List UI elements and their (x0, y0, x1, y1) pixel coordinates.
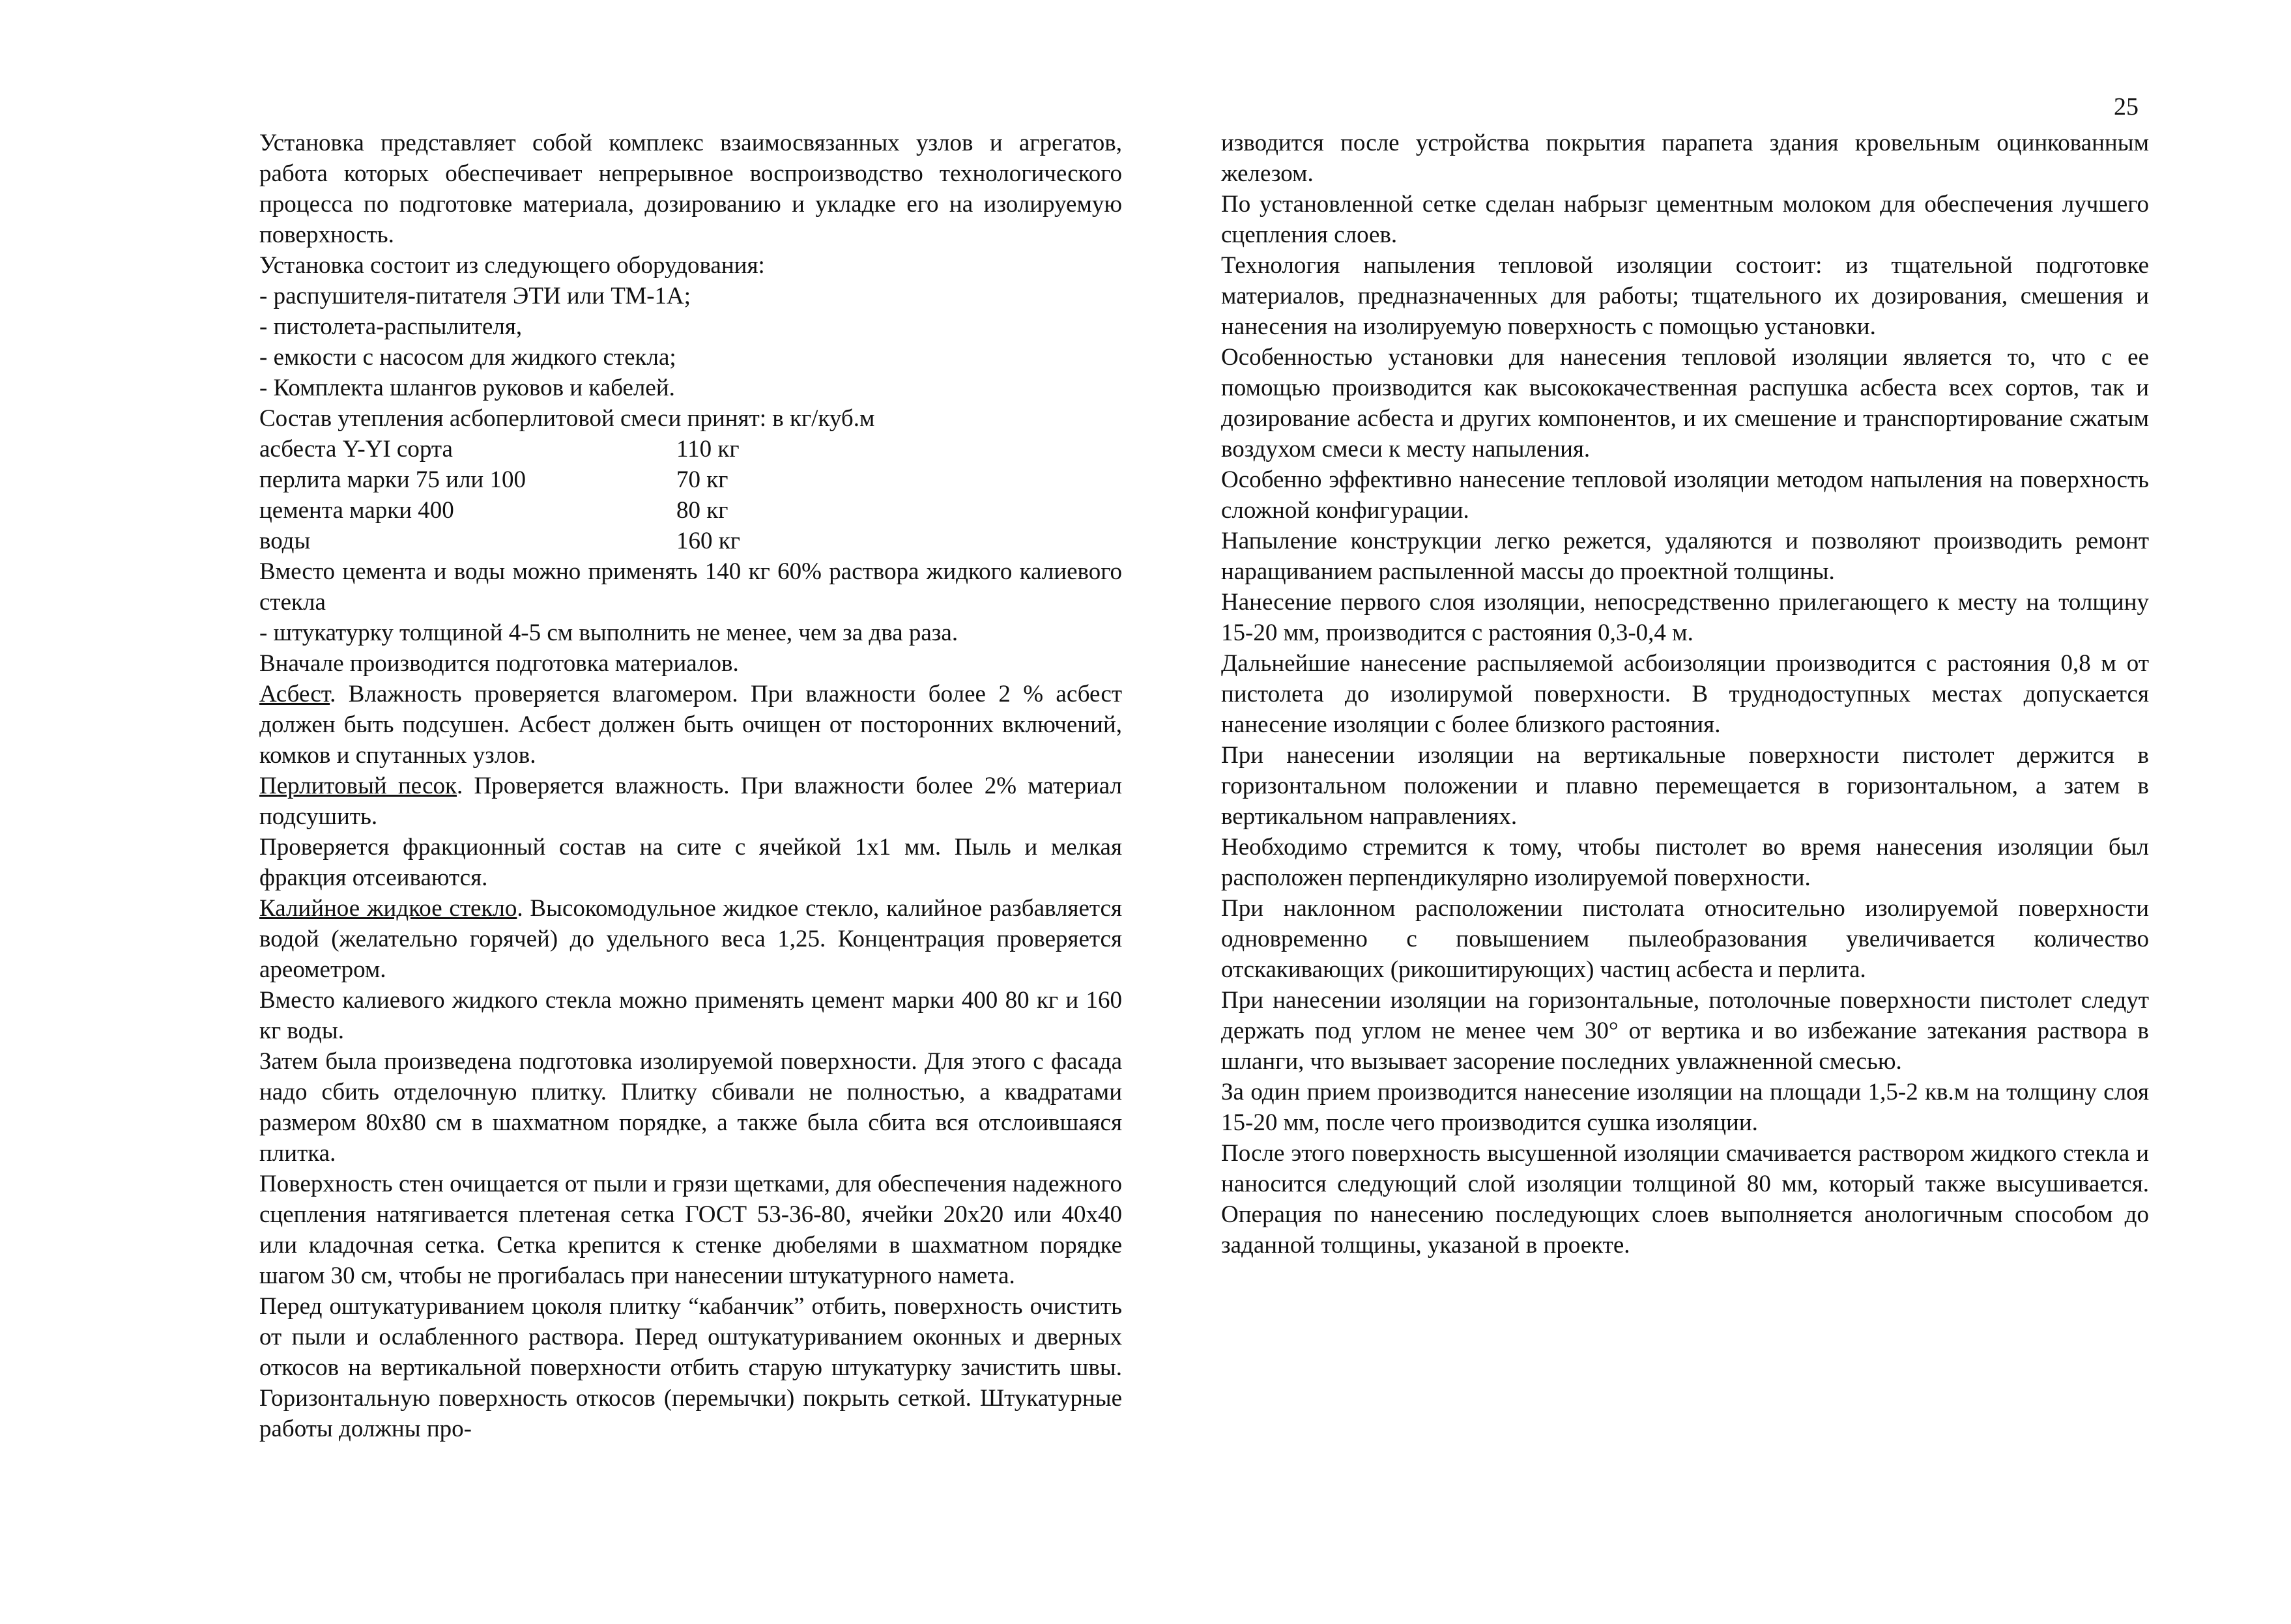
asbestos-paragraph (259, 679, 1122, 771)
liquid-glass-label: Калийное жидкое стекло (259, 895, 517, 922)
horizontal-surfaces-paragraph: При нанесении изоляции на горизонтальные, потолочные поверхности пистолет следут держать под углом не менее чем 30° от вертика и во избежание затекания раствора в шланги, что вызывает засорение последних увлажненной смесью. (1221, 987, 2149, 1075)
equipment-item: - пистолета-распылителя, (259, 313, 523, 340)
mix-component-amount: 80 кг (676, 497, 728, 524)
mix-component-name: цемента марки 400 (259, 497, 454, 524)
mix-composition-table (259, 434, 872, 556)
equipment-heading: Установка состоит из следующего оборудования: (259, 252, 765, 279)
mix-component-name: перлита марки 75 или 100 (259, 466, 526, 493)
right-column (1221, 128, 2149, 1261)
surface-paragraph: Затем была произведена подготовка изолируемой поверхности. Для этого с фасада надо сбить отделочную плитку. Плитку сбивали не полностью, а квадратами размером 80х80 см в шахматном порядке, а также была сбита вся отслоившаяся плитка. (259, 1048, 1122, 1167)
cleaning-paragraph: Поверхность стен очищается от пыли и грязи щетками, для обеспечения надежного сцепления натягивается плетеная сетка ГОСТ 53-36-80, ячейки 20х20 или 40х40 или кладочная сетка. Сетка крепится к стенке дюбелями в шахматном порядке шагом 30 см, чтобы не прогибалась при нанесении штукатурного намета. (259, 1171, 1122, 1289)
further-layers-paragraph: Дальнейшие нанесение распыляемой асбоизоляции производится с растояния 0,8 м от пистолета до изолирумой поверхности. В труднодоступных местах допускается нанесение изоляции с более близкого растояния. (1221, 650, 2149, 738)
feature-paragraph: Особенностью установки для нанесения тепловой изоляции является то, что с ее помощью производится как высококачественная распушка асбеста всех сортов, так и дозирование асбеста и других компонентов, и их смешение и транспортирование сжатым воздухом смеси к месту напыления. (1221, 344, 2149, 463)
perlite-label: Перлитовый песок (259, 773, 457, 799)
single-pass-paragraph: За один прием производится нанесение изоляции на площади 1,5-2 кв.м на толщину слоя 15-20 мм, после чего производится сушка изоляции. (1221, 1079, 2149, 1136)
substitute-paragraph: Вместо цемента и воды можно применять 140 кг 60% раствора жидкого калиевого стекла (259, 558, 1122, 616)
mix-component-name: асбеста Y-YI сорта (259, 436, 453, 463)
spray-paragraph: По установленной сетке сделан набрызг цементным молоком для обеспечения лучшего сцепления слоев. (1221, 191, 2149, 248)
preparation-paragraph: Вначале производится подготовка материалов. (259, 650, 739, 677)
equipment-item: - распушителя-питателя ЭТИ или ТМ-1А; (259, 283, 691, 309)
efficiency-paragraph: Особенно эффективно нанесение тепловой изоляции методом напыления на поверхность сложной конфигурации. (1221, 466, 2149, 524)
left-column (259, 128, 1122, 1444)
inclined-paragraph: При наклонном расположении пистолата относительно изолируемой поверхности одновременно с повышением пылеобразования увеличивается количество отскакивающих (рикошитирующих) частиц асбеста и перлита. (1221, 895, 2149, 983)
next-layer-paragraph: После этого поверхность высушенной изоляции смачивается раствором жидкого стекла и наносится следующий слой изоляции толщиной 80 мм, который также высушивается. Операция по нанесению последующих слоев выполняется анологичным способом до заданной толщины, указаной в проекте. (1221, 1140, 2149, 1259)
perlite-text: . Проверяется влажность. При влажности более 2% материал подсушить. (259, 773, 1122, 830)
intro-paragraph: Установка представляет собой комплекс взаимосвязанных узлов и агрегатов, работа которых обеспечивает непрерывное воспроизводство технологического процесса по подготовке материала, дозированию и укладке его на изолируемую поверхность. (259, 130, 1122, 248)
mix-composition-title: Состав утепления асбоперлитовой смеси принят: в кг/куб.м (259, 405, 875, 432)
plinth-paragraph: Перед оштукатуриванием цоколя плитку “кабанчик” отбить, поверхность очистить от пыли и ослабленного раствора. Перед оштукатуриванием оконных и дверных откосов на вертикальной поверхности отбить старую штукатурку зачистить швы. Горизонтальную поверхность откосов (перемычки) покрыть сеткой. Штукатурные работы должны про- (259, 1293, 1122, 1442)
table-row (259, 464, 872, 495)
liquid-glass-paragraph (259, 893, 1122, 985)
equipment-item: - емкости с насосом для жидкого стекла; (259, 344, 676, 371)
table-row (259, 434, 872, 464)
cutting-paragraph: Напыление конструкции легко режется, удаляются и позволяют производить ремонт наращиванием распыленной массы до проектной толщины. (1221, 528, 2149, 585)
mix-component-amount: 110 кг (676, 436, 740, 463)
asbestos-text: . Влажность проверяется влагомером. При влажности более 2 % асбест должен быть подсушен. Асбест должен быть очищен от посторонних включений, комков и спутанных узлов. (259, 681, 1122, 769)
plaster-paragraph: - штукатурку толщиной 4-5 см выполнить не менее, чем за два раза. (259, 620, 958, 646)
table-row (259, 495, 872, 526)
table-row (259, 526, 872, 556)
fraction-paragraph: Проверяется фракционный состав на сите с ячейкой 1х1 мм. Пыль и мелкая фракция отсеиваются. (259, 834, 1122, 891)
page-number: 25 (2114, 93, 2139, 121)
first-layer-paragraph: Нанесение первого слоя изоляции, непосредственно прилегающего к месту на толщину 15-20 мм, производится с растояния 0,3-0,4 м. (1221, 589, 2149, 646)
mix-component-name: воды (259, 528, 311, 554)
equipment-item: - Комплекта шлангов руковов и кабелей. (259, 375, 675, 401)
perpendicular-paragraph: Необходимо стремится к тому, чтобы пистолет во время нанесения изоляции был расположен перпендикулярно изолируемой поверхности. (1221, 834, 2149, 891)
mix-component-amount: 70 кг (676, 466, 728, 493)
asbestos-label: Асбест (259, 681, 330, 707)
liquid-glass-text: . Высокомодульное жидкое стекло, калийное разбавляется водой (желательно горячей) до удельного веса 1,25. Концентрация проверяется ареометром. (259, 895, 1122, 983)
cement-paragraph: Вместо калиевого жидкого стекла можно применять цемент марки 400 80 кг и 160 кг воды. (259, 987, 1122, 1044)
vertical-surfaces-paragraph: При нанесении изоляции на вертикальные поверхности пистолет держится в горизонтальном положении и плавно перемещается в горизонтальном, а затем в вертикальном направлениях. (1221, 742, 2149, 830)
continued-paragraph: изводится после устройства покрытия парапета здания кровельным оцинкованным железом. (1221, 130, 2149, 187)
mix-component-amount: 160 кг (676, 528, 740, 554)
technology-paragraph: Технология напыления тепловой изоляции состоит: из тщательной подготовке материалов, предназначенных для работы; тщательного их дозирования, смешения и нанесения на изолируемую поверхность с помощью установки. (1221, 252, 2149, 340)
perlite-paragraph (259, 771, 1122, 832)
